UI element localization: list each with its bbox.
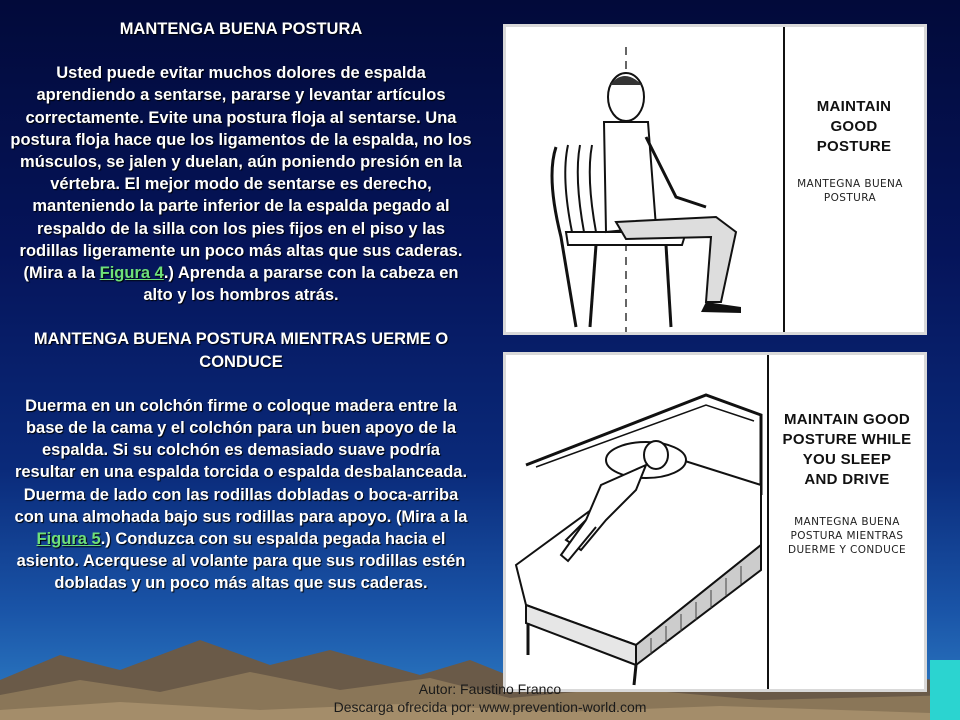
link-figura-5[interactable]: Figura 5: [36, 530, 101, 549]
paragraph-sleeping: Duerma en un colchón firme o coloque madera entre la base de la cama y el colchón para un buen apoyo de la espalda. Si su colchón es demasiado suave podría resultar en una espalda torcida o espalda desbalanceada. Duerma de lado con las rodillas dobladas o boca-arriba con una almohada bajo sus rodillas para apoyo. (Mira a la Figura 5.) Conduzca con su espalda pegada hacia el asiento. Acerquese al volante para que sus rodillas estén dobladas y un poco más altas que sus caderas.: [14, 396, 468, 593]
main-text: [10, 18, 472, 595]
link-figura-4[interactable]: Figura 4: [99, 264, 164, 283]
figure-sleep-posture: [503, 352, 927, 692]
caption-es-sleep: MANTEGNA BUENA POSTURA MIENTRAS DUERME Y CONDUCE: [787, 516, 907, 556]
caption-en-sitting: MAINTAIN GOOD POSTURE: [816, 98, 892, 155]
footer: [0, 680, 960, 716]
footer-author: Autor: Faustino Franco: [418, 681, 562, 697]
caption-es-sitting: MANTEGNA BUENA POSTURA: [797, 178, 903, 204]
heading-good-posture: MANTENGA BUENA POSTURA: [119, 20, 363, 38]
paragraph-sitting: Usted puede evitar muchos dolores de espalda aprendiendo a sentarse, pararse y levantar artículos correctamente. Evite una postura floja al sentarse. Una postura floja hace que los ligamentos de la espalda, no los músculos, se jalen y duelan, aún poniendo presión en la vértebra. El mejor modo de sentarse es derecho, manteniendo la parte inferior de la espalda pegado al respaldo de la silla con los pies fijos en el piso y las rodillas ligeramente un poco más altas que sus caderas. (Mira a la Figura 4.) Aprenda a pararse con la cabeza en alto y los hombros atrás.: [10, 64, 472, 305]
figure-sitting-posture: [503, 24, 927, 335]
heading-sleep-drive: MANTENGA BUENA POSTURA MIENTRAS UERME O CONDUCE: [33, 330, 449, 371]
caption-en-sleep: MAINTAIN GOOD POSTURE WHILE YOU SLEEP AND DRIVE: [782, 411, 912, 488]
footer-download: Descarga ofrecida por: www.prevention-world.com: [333, 699, 647, 715]
